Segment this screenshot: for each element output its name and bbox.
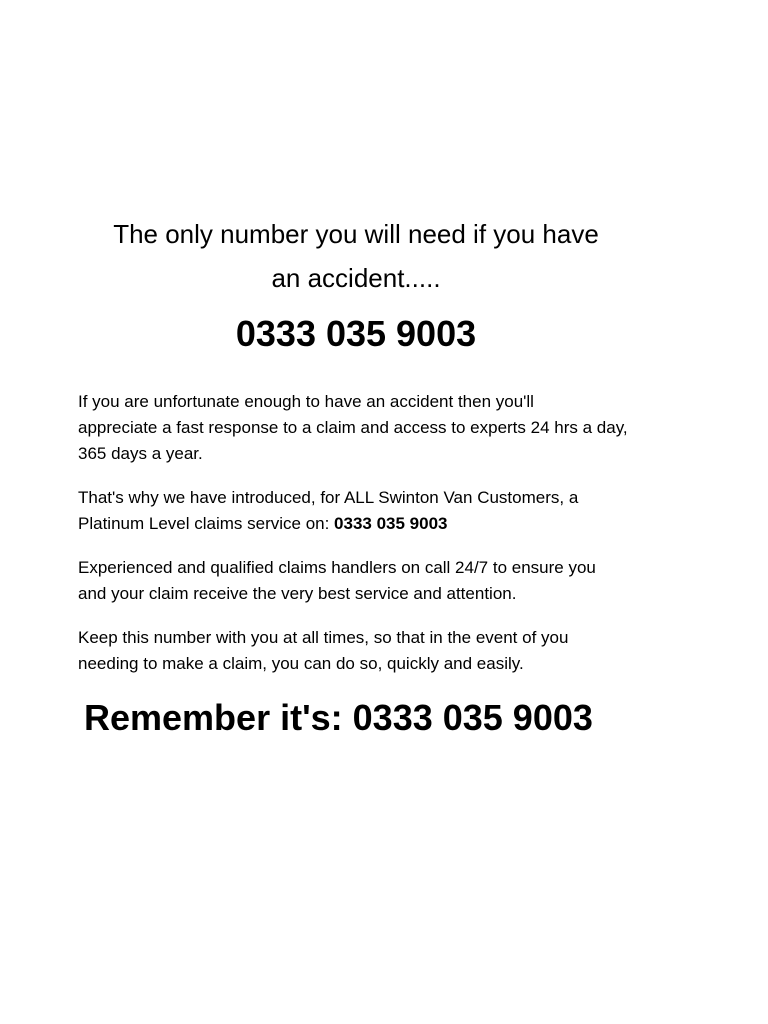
- paragraph-platinum-service: [78, 485, 678, 537]
- paragraph-platinum-line-2: Platinum Level claims service on:: [78, 514, 335, 533]
- paragraph-intro-line-3: 365 days a year.: [78, 444, 203, 463]
- paragraph-intro-line-1: If you are unfortunate enough to have an accident then you'll: [78, 392, 534, 411]
- phone-number-large: 0333 035 9003: [235, 313, 477, 354]
- paragraph-claims-handlers: [78, 555, 678, 607]
- remember-phone-number: 0333 035 9003: [352, 697, 593, 738]
- paragraph-keep-line-1: Keep this number with you at all times, so that in the event of you: [78, 628, 569, 647]
- remember-prefix: Remember it's:: [84, 697, 353, 738]
- remember-callout: [84, 695, 704, 741]
- paragraph-keep-line-2: needing to make a claim, you can do so, quickly and easily.: [78, 654, 524, 673]
- paragraph-intro: [78, 389, 678, 467]
- headline-line-2: an accident.....: [271, 263, 441, 293]
- paragraph-platinum-line-1: That's why we have introduced, for ALL Swinton Van Customers, a: [78, 488, 579, 507]
- phone-number-inline: 0333 035 9003: [334, 514, 448, 533]
- headline: [78, 212, 634, 300]
- paragraph-handlers-line-2: and your claim receive the very best service and attention.: [78, 584, 517, 603]
- paragraph-keep-number: [78, 625, 678, 677]
- paragraph-handlers-line-1: Experienced and qualified claims handlers on call 24/7 to ensure you: [78, 558, 596, 577]
- paragraph-intro-line-2: appreciate a fast response to a claim and access to experts 24 hrs a day,: [78, 418, 628, 437]
- headline-line-1: The only number you will need if you have: [113, 219, 599, 249]
